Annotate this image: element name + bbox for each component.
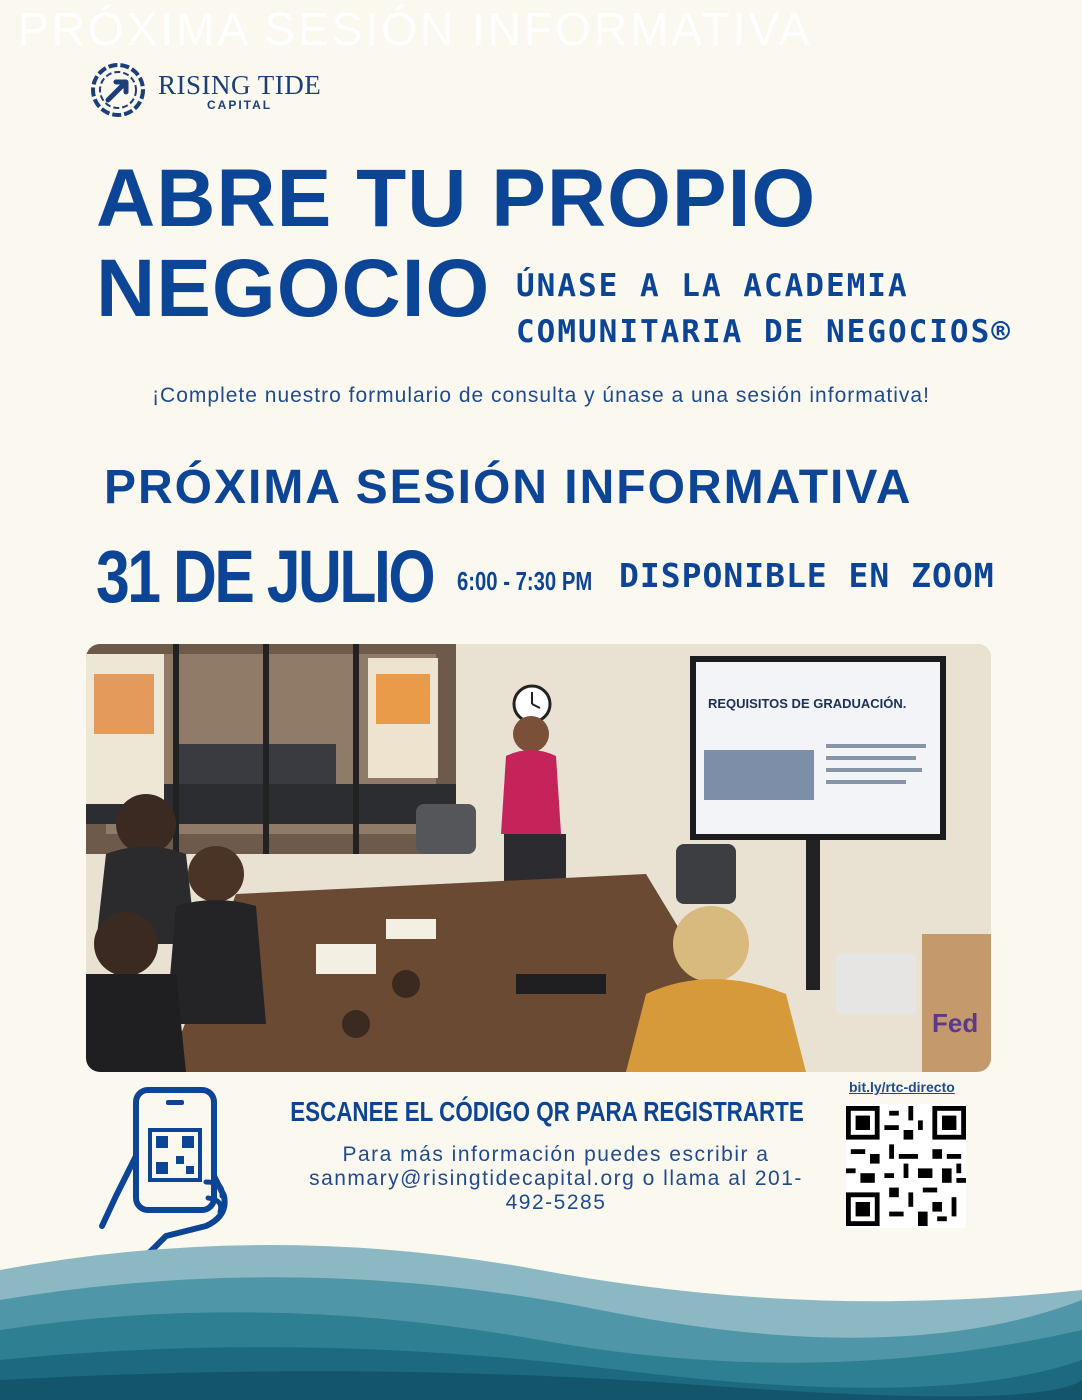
session-date: 31 DE JULIO [96, 535, 434, 618]
svg-text:Fed: Fed [932, 1008, 979, 1038]
scan-instruction: ESCANEE EL CÓDIGO QR PARA REGISTRARTE [290, 1096, 804, 1127]
academy-line-2: COMUNITARIA DE NEGOCIOS® [516, 314, 1012, 350]
wave-decoration [0, 1230, 1082, 1400]
classroom-photo [86, 644, 991, 1072]
invite-text: ¡Complete nuestro formulario de consulta y únase a una sesión informativa! [152, 384, 930, 407]
session-time: 6:00 - 7:30 PM [457, 566, 593, 596]
headline-line-1: ABRE TU PROPIO [96, 153, 817, 244]
contact-info: Para más información puedes escribir a sanmary@risingtidecapital.org o llama al 201-492-5285 [309, 1143, 803, 1214]
rising-tide-logo [90, 62, 350, 118]
logo-subtitle: CAPITAL [207, 98, 273, 112]
session-location: DISPONIBLE EN ZOOM [619, 556, 995, 595]
logo-mark-icon [90, 62, 146, 118]
session-title: PRÓXIMA SESIÓN INFORMATIVA [104, 461, 913, 514]
academy-line-1: ÚNASE A LA ACADEMIA [516, 268, 909, 304]
headline-line-2: NEGOCIO [96, 243, 491, 334]
registration-link[interactable]: bit.ly/rtc-directo [849, 1079, 955, 1095]
qr-code-icon[interactable] [846, 1104, 966, 1228]
logo-name: RISING TIDE [158, 70, 322, 100]
screen-title: REQUISITOS DE GRADUACIÓN. [708, 696, 907, 711]
ghost-heading: PRÓXIMA SESIÓN INFORMATIVA [18, 3, 813, 55]
